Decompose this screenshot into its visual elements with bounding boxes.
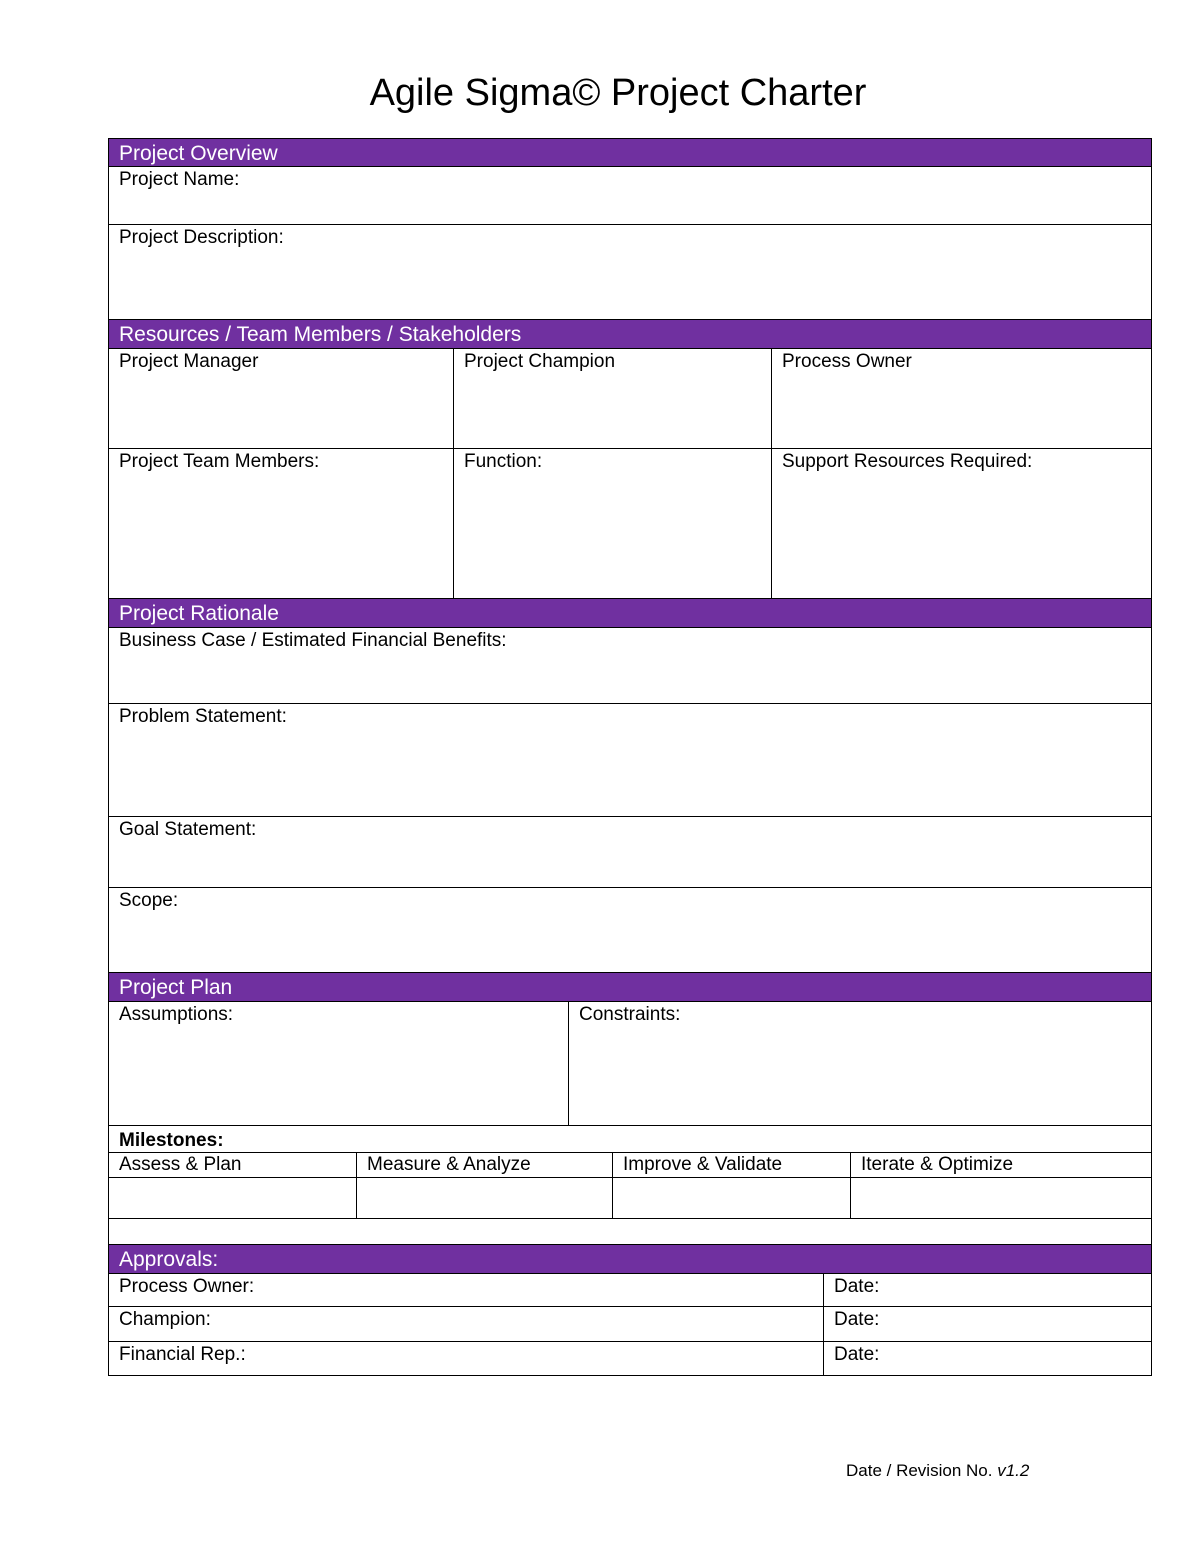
milestones-label-row xyxy=(108,1126,1152,1153)
scope-field[interactable]: Scope: xyxy=(119,890,179,911)
constraints-field[interactable]: Constraints: xyxy=(568,1002,1151,1125)
project-champion-field[interactable]: Project Champion xyxy=(453,349,771,448)
approval-row xyxy=(108,1342,1152,1376)
charter-form xyxy=(108,138,1152,1376)
project-name-field[interactable]: Project Name: xyxy=(119,169,240,190)
section-project-overview: Project Overview xyxy=(108,138,1152,167)
milestone-iterate-optimize: Iterate & Optimize xyxy=(850,1153,1151,1177)
business-case-field[interactable]: Business Case / Estimated Financial Benefits: xyxy=(119,630,507,651)
milestone-measure-analyze-date[interactable] xyxy=(356,1178,612,1218)
blank-field[interactable] xyxy=(109,1219,1151,1244)
milestone-improve-validate-date[interactable] xyxy=(612,1178,850,1218)
spacer-row xyxy=(108,1219,1152,1245)
roles-row xyxy=(108,349,1152,449)
support-resources-field[interactable]: Support Resources Required: xyxy=(771,449,1151,598)
milestone-improve-validate: Improve & Validate xyxy=(612,1153,850,1177)
milestones-value-row xyxy=(108,1178,1152,1219)
team-members-field[interactable]: Project Team Members: xyxy=(119,451,320,472)
section-project-plan: Project Plan xyxy=(108,973,1152,1002)
approval-financial-rep-date[interactable]: Date: xyxy=(823,1342,1151,1375)
revision-version: v1.2 xyxy=(997,1461,1030,1480)
approval-process-owner-date[interactable]: Date: xyxy=(823,1274,1151,1306)
goal-statement-field[interactable]: Goal Statement: xyxy=(119,819,257,840)
goal-statement-row xyxy=(108,817,1152,888)
approval-row xyxy=(108,1274,1152,1307)
problem-statement-field[interactable]: Problem Statement: xyxy=(119,706,287,727)
project-name-row xyxy=(108,167,1152,225)
milestone-assess-plan-date[interactable] xyxy=(109,1178,356,1218)
problem-statement-row xyxy=(108,704,1152,817)
milestone-assess-plan: Assess & Plan xyxy=(119,1154,242,1175)
assumptions-field[interactable]: Assumptions: xyxy=(119,1004,234,1025)
section-approvals: Approvals: xyxy=(108,1245,1152,1274)
revision-label: Date / Revision No. xyxy=(846,1461,993,1480)
function-field[interactable]: Function: xyxy=(453,449,771,598)
approval-process-owner[interactable]: Process Owner: xyxy=(119,1276,255,1297)
project-description-field[interactable]: Project Description: xyxy=(119,227,284,248)
team-row xyxy=(108,449,1152,599)
section-resources: Resources / Team Members / Stakeholders xyxy=(108,320,1152,349)
revision-footer xyxy=(846,1461,1029,1481)
milestone-measure-analyze: Measure & Analyze xyxy=(356,1153,612,1177)
page-title: Agile Sigma© Project Charter xyxy=(369,72,867,114)
milestones-header-row xyxy=(108,1153,1152,1178)
milestones-label: Milestones: xyxy=(119,1130,224,1151)
project-manager-field[interactable]: Project Manager xyxy=(119,351,259,372)
approval-row xyxy=(108,1307,1152,1342)
assumptions-row xyxy=(108,1002,1152,1126)
process-owner-field[interactable]: Process Owner xyxy=(771,349,1151,448)
approval-champion[interactable]: Champion: xyxy=(119,1309,211,1330)
section-project-rationale: Project Rationale xyxy=(108,599,1152,628)
scope-row xyxy=(108,888,1152,973)
approval-financial-rep[interactable]: Financial Rep.: xyxy=(119,1344,246,1365)
business-case-row xyxy=(108,628,1152,704)
milestone-iterate-optimize-date[interactable] xyxy=(850,1178,1151,1218)
approval-champion-date[interactable]: Date: xyxy=(823,1307,1151,1341)
project-description-row xyxy=(108,225,1152,320)
